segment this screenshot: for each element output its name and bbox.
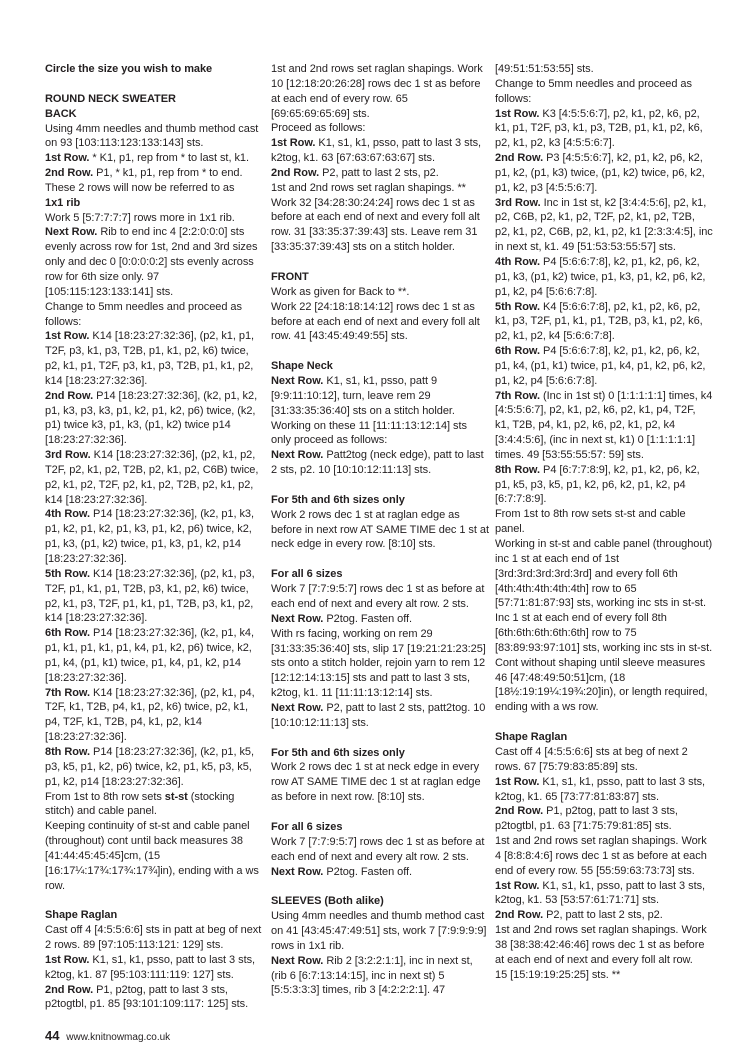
paragraph: Work 2 rows dec 1 st at raglan edge as before in next row AT SAME TIME dec 1 st at neck edge in every row. [8:10] sts. (271, 508, 489, 551)
row-instruction: 1st Row. K1, s1, k1, psso, patt to last 3 sts, k2tog, k1. 87 [95:103:111:119: 127] sts. (45, 953, 256, 981)
paragraph: Inc 1 st at each end of every foll 8th [6th:6th:6th:6th:6th] row to 75 [83:89:93:97:101] sts, working inc sts in st-st. (495, 612, 713, 654)
row-instruction: 6th Row. P4 [5:6:6:7:8], k2, p1, k2, p6, k2, p1, k4, (p1, k1) twice, p1, k4, p1, k2, p6, k2, p1, k2, p4 [5:6:6:7:8]. (495, 345, 706, 387)
row-instruction: Next Row. Rib to end inc 4 [2:2:0:0:0] sts evenly across row for 1st, 2nd and 3rd sizes only and dec 0 [0:0:0:0:2] sts evenly across row for 6th size only. 97 [105:115:123:133:141] sts. (45, 226, 258, 298)
paragraph: Using 4mm needles and thumb method cast on 93 [103:113:123:133:143] sts. (45, 122, 259, 150)
paragraph: 1st and 2nd rows set raglan shapings. Work 38 [38:38:42:46:46] rows dec 1 st as before at each end of next and every foll alt row. (495, 924, 707, 966)
section-heading-back: BACK (45, 107, 77, 120)
row-instruction: Next Row. P2tog. Fasten off. (271, 612, 413, 625)
section-heading-shape-raglan: Shape Raglan (495, 731, 568, 744)
row-instruction: 1st Row. K3 [4:5:5:6:7], p2, k1, p2, k6, p2, k1, p1, T2F, p3, k1, p3, T2B, p1, k1, p2, k6, p2, k1, p2, k3 [4:5:5:6:7]. (495, 107, 703, 150)
paragraph: Cast off 4 [4:5:5:6:6] sts in patt at beg of next 2 rows. 89 [97:105:113:121: 129] sts. (45, 924, 262, 952)
paragraph: 1st and 2nd rows set raglan shapings. ** Work 32 [34:28:30:24:24] rows dec 1 st as before at each end of next and every foll alt row. 31 [33:35:37:39:43] sts. Leave rem 31 [33:35:37:39:43] sts on a stitch holder. (271, 181, 480, 254)
paragraph: Keeping continuity of st-st and cable panel (throughout) cont until back measures 38 [41:44:45:45:45]cm, (15 [16:17¼:17¾:17¾:17¾]in), ending with a ws row. (45, 820, 259, 892)
row-instruction: 4th Row. P14 [18:23:27:32:36], (k2, p1, k3, p1, k2, p1, k2, p1, k3, p1, k2, p6) twice, k2, p1, k3, (p1, k2) twice, p1, k3, p1, k2, p14 [18:23:27:32:36]. (45, 508, 255, 565)
paragraph: With rs facing, working on rem 29 [31:33:35:36:40] sts, slip 17 [19:21:21:23:25] sts onto a stitch holder, rejoin yarn to rem 12 [12:12:14:13:15] sts and patt to last 3 sts, k2tog, k1. 11 [11:11:13:12:14] sts. (271, 627, 486, 700)
paragraph: These 2 rows will now be referred to as (45, 181, 235, 194)
row-instruction: 5th Row. K14 [18:23:27:32:36], (p2, k1, p3, T2F, p1, k1, p1, T2B, p3, k1, p2, k6) twice, p2, k1, p3, T2F, p1, k1, p1, T2B, p3, k1, p2, k14 [18:23:27:32:36]. (45, 567, 255, 625)
row-instruction: 2nd Row. P3 [4:5:5:6:7], k2, p1, k2, p6, k2, p1, k2, (p1, k3) twice, (p1, k2) twice, p6, k2, p1, k2, p3 [4:5:5:6:7]. (495, 152, 705, 194)
row-instruction: 2nd Row. P2, patt to last 2 sts, p2. (271, 166, 439, 179)
paragraph: Change to 5mm needles and proceed as follows: (45, 300, 242, 328)
term-rib: 1x1 rib (45, 196, 81, 209)
row-instruction: 1st Row. K1, s1, k1, psso, patt to last 3 sts, k2tog, k1. 63 [67:63:67:63:67] sts. (271, 137, 482, 165)
paragraph: Work 2 rows dec 1 st at neck edge in every row AT SAME TIME dec 1 st at raglan edge as before in next row. [8:10] sts. (271, 761, 481, 804)
column-3 (495, 62, 713, 982)
row-instruction: 7th Row. K14 [18:23:27:32:36], (p2, k1, p4, T2F, k1, T2B, p4, k1, p2, k6) twice, p2, k1, p4, T2F, k1, T2B, p4, k1, p2, k14 [18:23:27:32:36]. (45, 686, 255, 744)
row-instruction: 2nd Row. P2, patt to last 2 sts, p2. (495, 909, 663, 922)
row-instruction: 2nd Row. P14 [18:23:27:32:36], (k2, p1, k2, p1, k3, p3, k3, p1, k2, p1, k2, p6) twice, (k2, p1) twice k3, p1, k3, (p1, k2) twice p14 [18:23:27:32:36]. (45, 389, 258, 447)
section-heading-shape-raglan: Shape Raglan (45, 909, 118, 922)
row-instruction: 7th Row. (Inc in 1st st) 0 [1:1:1:1:1] times, k4 [4:5:5:6:7], p2, k1, p2, k6, p2, k1, p4, T2F, k1, T2B, p4, k1, p2, k6, p2, k1, p2, k4 [3:4:4:5:6], (inc in next st, k1) 0 [1:1:1:1:1] times. 49 [53:55:55:57: 59] sts. (495, 389, 713, 461)
column-2 (271, 62, 489, 998)
row-instruction: Next Row. Patt2tog (neck edge), patt to last 2 sts, p2. 10 [10:10:12:11:13] sts. (271, 449, 484, 477)
paragraph: Work 22 [24:18:18:14:12] rows dec 1 st as before at each end of next and every foll alt row. 41 [43:45:49:49:55] sts. (271, 300, 480, 343)
row-instruction: 1st Row. K14 [18:23:27:32:36], (p2, k1, p1, T2F, p3, k1, p3, T2B, p1, k1, p2, k6) twice, p2, k1, p1, T2F, p3, k1, p3, T2B, p1, k1, p2, k14 [18:23:27:32:36]. (45, 330, 255, 387)
paragraph: 15 [15:19:19:25:25] sts. ** (495, 968, 621, 981)
paragraph: Cont without shaping until sleeve measures 46 [47:48:49:50:51]cm, (18 [18½:19:19¼:19¾:20]in), or length required, ending with a ws row. (495, 656, 708, 714)
row-instruction: 1st Row. * K1, p1, rep from * to last st, k1. (45, 152, 249, 165)
row-instruction: Next Row. K1, s1, k1, psso, patt 9 [9:9:11:10:12], turn, leave rem 29 [31:33:35:36:40] sts on a stitch holder. Working on these 11 [11:11:13:12:14] sts only proceed as follows: (271, 375, 467, 447)
row-instruction: 3rd Row. Inc in 1st st, k2 [3:4:4:5:6], p2, k1, p2, C6B, p2, k1, p2, T2F, p2, k1, p2, T2B, p2, k1, p2, C6B, p2, k1, p2, k1 [2:3:3:4:5], inc in next st, k1. 49 [51:53:53:55:57] sts. (495, 196, 713, 254)
row-instruction: 6th Row. P14 [18:23:27:32:36], (k2, p1, k4, p1, k1, p1, k1, p1, k4, p1, k2, p6) twice, k2, p1, k4, (p1, k1) twice, p1, k4, p1, k2, p14 [18:23:27:32:36]. (45, 627, 255, 684)
row-instruction: 2nd Row. P1, * k1, p1, rep from * to end. (45, 167, 243, 180)
row-instruction: 4th Row. P4 [5:6:6:7:8], k2, p1, k2, p6, k2, p1, k3, (p1, k2) twice, p1, k3, p1, k2, p6, k2, p1, k2, p4 [5:6:6:7:8]. (495, 255, 706, 298)
website-url: www.knitnowmag.co.uk (66, 1032, 171, 1043)
paragraph: Change to 5mm needles and proceed as follows: (495, 77, 692, 105)
paragraph: [49:51:51:53:55] sts. (495, 63, 594, 75)
size-instruction: Circle the size you wish to make (45, 63, 213, 75)
subheading: For all 6 sizes (271, 568, 343, 581)
page-footer (45, 1028, 170, 1043)
row-instruction: 8th Row. P14 [18:23:27:32:36], (k2, p1, k5, p3, k5, p1, k2, p6) twice, k2, p1, k5, p3, k5, p1, k2, p14 [18:23:27:32:36]. (45, 745, 255, 788)
row-instruction: Next Row. Rib 2 [3:2:2:1:1], inc in next st, (rib 6 [6:7:13:14:15], inc in next st) 5 [5:5:3:3:3] times, rib 3 [4:2:2:2:1]. 47 (271, 954, 473, 997)
row-instruction: 2nd Row. P1, p2tog, patt to last 3 sts, p2togtbl, p1. 63 [71:75:79:81:85] sts. (495, 805, 678, 833)
paragraph: Proceed as follows: (271, 122, 366, 135)
row-instruction: 5th Row. K4 [5:6:6:7:8], p2, k1, p2, k6, p2, k1, p3, T2F, p1, k1, p1, T2B, p3, k1, p2, k6, p2, k1, p2, k4 [5:6:6:7:8]. (495, 300, 703, 343)
row-instruction: 1st Row. K1, s1, k1, psso, patt to last 3 sts, k2tog, k1. 65 [73:77:81:83:87] sts. (495, 775, 706, 803)
subheading: For 5th and 6th sizes only (271, 746, 405, 759)
row-instruction: 8th Row. P4 [6:7:7:8:9], k2, p1, k2, p6, k2, p1, k5, p3, k5, p1, k2, p6, k2, p1, k2, p4 [6:7:7:8:9]. (495, 463, 700, 506)
page-number: 44 (45, 1028, 60, 1043)
row-instruction: Next Row. P2, patt to last 2 sts, patt2tog. 10 [10:10:12:11:13] sts. (271, 701, 486, 729)
subheading: For all 6 sizes (271, 820, 343, 833)
paragraph: Cast off 4 [4:5:5:6:6] sts at beg of next 2 rows. 67 [75:79:83:85:89] sts. (495, 745, 688, 773)
paragraph: Work as given for Back to **. (271, 285, 410, 298)
pattern-title: ROUND NECK SWEATER (45, 92, 176, 105)
paragraph: Using 4mm needles and thumb method cast on 41 [43:45:47:49:51] sts, work 7 [7:9:9:9:9] rows in 1x1 rib. (271, 910, 487, 952)
paragraph: 1st and 2nd rows set raglan shapings. Work 4 [8:8:8:4:6] rows dec 1 st as before at each end of every row. 55 [55:59:63:73:73] sts. (495, 835, 707, 877)
row-instruction: 1st Row. K1, s1, k1, psso, patt to last 3 sts, k2tog, k1. 53 [53:57:61:71:71] sts. (495, 879, 706, 907)
paragraph: From 1st to 8th row sets st-st and cable panel. (495, 508, 686, 536)
paragraph: Working in st-st and cable panel (throughout) inc 1 st at each end of 1st [3rd:3rd:3rd:3rd:3rd] and every foll 6th [4th:4th:4th:4th:4th] row to 65 [57:71:81:87:93] sts, working inc sts in st-st. (495, 538, 713, 610)
row-instruction: 3rd Row. K14 [18:23:27:32:36], (p2, k1, p2, T2F, p2, k1, p2, T2B, p2, k1, p2, C6B) twice, p2, k1, p2, T2F, p2, k1, p2, T2B, p2, k1, p2, k14 [18:23:27:32:36]. (45, 449, 259, 506)
paragraph: Work 7 [7:7:9:5:7] rows dec 1 st as before at each end of next and every alt row. 2 sts. (271, 835, 485, 863)
paragraph: Work 5 [5:7:7:7:7] rows more in 1x1 rib. (45, 211, 235, 224)
section-heading-front: FRONT (271, 270, 309, 283)
paragraph: 1st and 2nd rows set raglan shapings. Work 10 [12:18:20:26:28] rows dec 1 st as before at each end of every row. 65 [69:65:69:65:69] sts. (271, 63, 483, 120)
row-instruction: Next Row. P2tog. Fasten off. (271, 865, 413, 878)
paragraph: Work 7 [7:7:9:5:7] rows dec 1 st as before at each end of next and every alt row. 2 sts. (271, 583, 485, 610)
paragraph: From 1st to 8th row sets st-st (stocking stitch) and cable panel. (45, 790, 235, 818)
column-1 (45, 62, 263, 1012)
section-heading-shape-neck: Shape Neck (271, 360, 333, 373)
subheading: For 5th and 6th sizes only (271, 493, 405, 506)
row-instruction: 2nd Row. P1, p2tog, patt to last 3 sts, p2togtbl, p1. 85 [93:101:109:117: 125] sts. (45, 983, 249, 1011)
section-heading-sleeves: SLEEVES (Both alike) (271, 895, 384, 908)
